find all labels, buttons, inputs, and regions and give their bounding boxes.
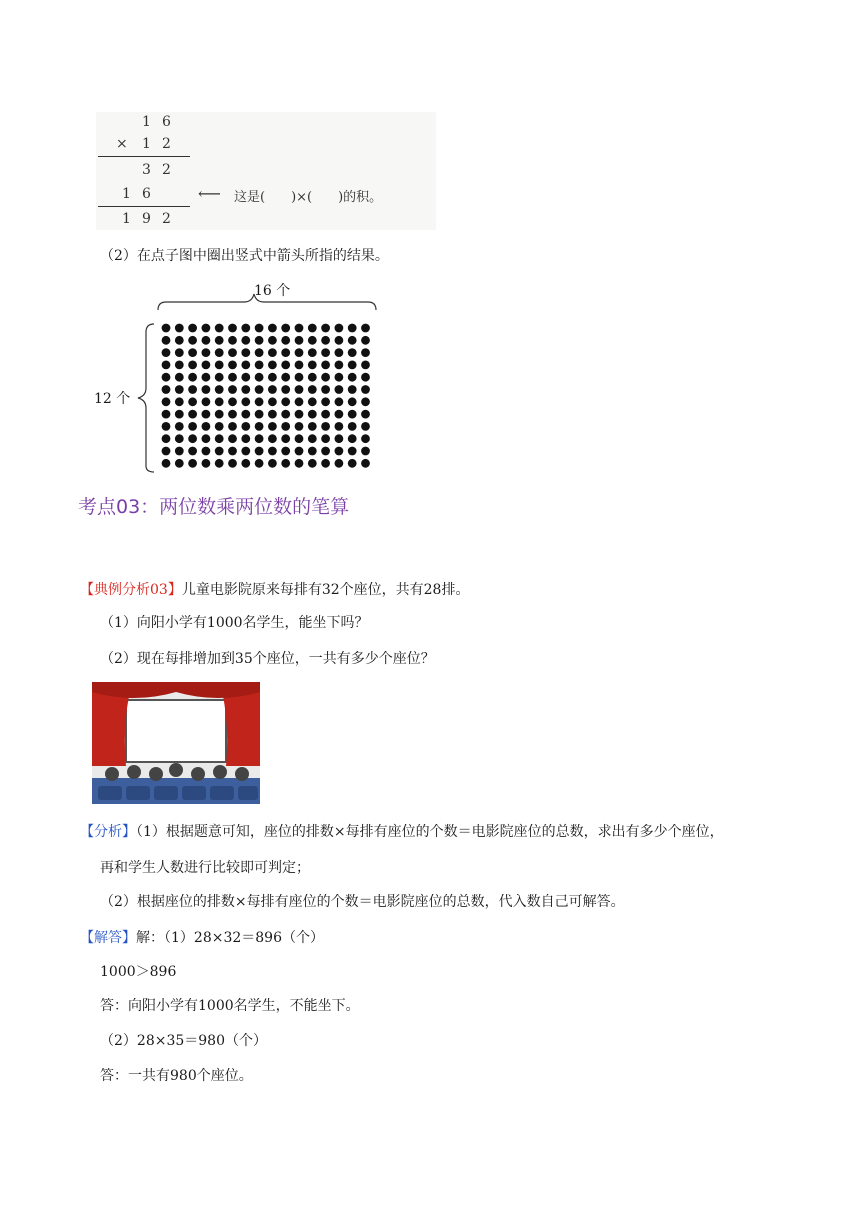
grid-dot xyxy=(335,324,344,333)
grid-dot xyxy=(188,348,197,357)
calc-digit: 2 xyxy=(162,162,171,178)
grid-dot xyxy=(202,361,211,370)
grid-dot xyxy=(361,459,370,468)
answer-line-4: （2）28×35＝980（个） xyxy=(100,1033,267,1049)
grid-dot xyxy=(175,397,184,406)
grid-dot xyxy=(162,434,171,443)
grid-dot xyxy=(268,336,277,345)
grid-dot xyxy=(321,348,330,357)
grid-dot xyxy=(215,459,224,468)
grid-dot xyxy=(268,361,277,370)
grid-dot xyxy=(348,434,357,443)
grid-dot xyxy=(308,434,317,443)
grid-dot xyxy=(295,336,304,345)
grid-dot xyxy=(255,422,264,431)
calc-digit: 2 xyxy=(162,211,171,227)
grid-dot xyxy=(241,447,250,456)
grid-dot xyxy=(281,397,290,406)
grid-dot xyxy=(202,459,211,468)
grid-dot xyxy=(308,397,317,406)
grid-dot xyxy=(321,385,330,394)
grid-dot xyxy=(215,434,224,443)
grid-dot xyxy=(228,348,237,357)
cinema-screen xyxy=(126,700,226,762)
grid-dot xyxy=(361,336,370,345)
grid-dot xyxy=(361,385,370,394)
grid-dot xyxy=(268,397,277,406)
grid-dot xyxy=(215,373,224,382)
grid-dot xyxy=(241,336,250,345)
grid-dot xyxy=(281,336,290,345)
grid-dot xyxy=(175,324,184,333)
grid-dot xyxy=(215,361,224,370)
grid-dot xyxy=(241,324,250,333)
grid-dot xyxy=(228,447,237,456)
grid-dot xyxy=(241,434,250,443)
cinema-illustration xyxy=(92,682,260,804)
calc-rule xyxy=(98,206,190,207)
grid-dot xyxy=(308,422,317,431)
grid-dot xyxy=(241,385,250,394)
grid-dot xyxy=(335,447,344,456)
grid-dot xyxy=(281,447,290,456)
grid-dot xyxy=(281,324,290,333)
grid-dot xyxy=(295,373,304,382)
grid-dot xyxy=(241,361,250,370)
grid-dot xyxy=(188,324,197,333)
grid-dot xyxy=(188,336,197,345)
grid-dot xyxy=(308,324,317,333)
grid-dot xyxy=(268,447,277,456)
grid-dot xyxy=(361,348,370,357)
grid-dot xyxy=(308,361,317,370)
grid-dot xyxy=(255,410,264,419)
grid-dot xyxy=(348,385,357,394)
grid-dot xyxy=(188,410,197,419)
grid-dot xyxy=(295,348,304,357)
grid-dot xyxy=(188,397,197,406)
grid-dot xyxy=(348,410,357,419)
grid-dot xyxy=(295,459,304,468)
grid-dot xyxy=(188,385,197,394)
grid-dot xyxy=(321,324,330,333)
grid-dot xyxy=(255,397,264,406)
grid-dot xyxy=(281,434,290,443)
grid-dot xyxy=(215,348,224,357)
grid-dot xyxy=(228,422,237,431)
grid-dot xyxy=(162,397,171,406)
grid-dot xyxy=(348,348,357,357)
grid-dot xyxy=(268,422,277,431)
grid-dot xyxy=(321,336,330,345)
arrow-left-icon: ⟵ xyxy=(198,184,221,203)
vertical-multiplication-figure xyxy=(96,112,436,230)
grid-dot xyxy=(348,422,357,431)
arrow-annotation: 这是( )×( )的积。 xyxy=(234,190,383,205)
grid-dot xyxy=(268,348,277,357)
times-sign: × xyxy=(116,136,128,152)
cinema-svg xyxy=(92,682,260,804)
grid-dot xyxy=(162,459,171,468)
grid-dot xyxy=(215,385,224,394)
example-tag: 【典例分析03】 xyxy=(80,582,182,598)
grid-dot xyxy=(241,348,250,357)
left-count-label: 12 个 xyxy=(94,391,131,407)
grid-dot xyxy=(202,336,211,345)
grid-dot xyxy=(281,373,290,382)
grid-dot xyxy=(308,447,317,456)
answer-line-1: 【解答】解：（1）28×32＝896（个） xyxy=(80,930,324,946)
grid-dot xyxy=(228,336,237,345)
grid-dot xyxy=(162,361,171,370)
grid-dot xyxy=(348,361,357,370)
grid-dot xyxy=(335,336,344,345)
grid-dot xyxy=(295,434,304,443)
grid-dot xyxy=(228,459,237,468)
grid-dot xyxy=(175,410,184,419)
grid-dot xyxy=(308,373,317,382)
grid-dot xyxy=(335,373,344,382)
grid-dot xyxy=(162,373,171,382)
left-brace-icon xyxy=(138,324,154,472)
grid-dot xyxy=(281,348,290,357)
grid-dot xyxy=(281,459,290,468)
example-question-2: （2）现在每排增加到35个座位，一共有多少个座位？ xyxy=(100,651,435,667)
grid-dot xyxy=(162,324,171,333)
grid-dot xyxy=(162,410,171,419)
grid-dot xyxy=(162,385,171,394)
grid-dot xyxy=(308,348,317,357)
grid-dot xyxy=(335,397,344,406)
grid-dot xyxy=(175,434,184,443)
grid-dot xyxy=(321,447,330,456)
calc-digit: 2 xyxy=(162,136,171,152)
dot-grid-svg xyxy=(94,280,384,476)
answer-line-5: 答：一共有980个座位。 xyxy=(100,1068,253,1084)
grid-dot xyxy=(335,385,344,394)
grid-dot xyxy=(175,336,184,345)
grid-dot xyxy=(215,410,224,419)
analysis-line-3: （2）根据座位的排数×每排有座位的个数＝电影院座位的总数，代入数自己可解答。 xyxy=(100,894,625,910)
grid-dot xyxy=(268,459,277,468)
grid-dot xyxy=(321,361,330,370)
grid-dot xyxy=(255,348,264,357)
grid-dot xyxy=(202,348,211,357)
grid-dot xyxy=(281,385,290,394)
grid-dot xyxy=(335,422,344,431)
grid-dot xyxy=(215,336,224,345)
calc-rule xyxy=(98,156,190,157)
grid-dot xyxy=(348,397,357,406)
grid-dot xyxy=(268,373,277,382)
analysis-line-1: 【分析】（1）根据题意可知，座位的排数×每排有座位的个数＝电影院座位的总数，求出有多少个座位， xyxy=(80,824,724,840)
grid-dot xyxy=(202,447,211,456)
grid-dot xyxy=(348,324,357,333)
grid-dot xyxy=(175,348,184,357)
grid-dot xyxy=(241,410,250,419)
section-title: 考点03：两位数乘两位数的笔算 xyxy=(78,496,350,518)
grid-dot xyxy=(348,373,357,382)
grid-dot xyxy=(255,361,264,370)
grid-dot xyxy=(255,324,264,333)
grid-dot xyxy=(361,361,370,370)
grid-dot xyxy=(361,324,370,333)
grid-dot xyxy=(268,434,277,443)
grid-dot xyxy=(215,447,224,456)
grid-dot xyxy=(228,397,237,406)
grid-dot xyxy=(228,373,237,382)
answer-tag: 【解答】 xyxy=(80,930,136,946)
grid-dot xyxy=(255,447,264,456)
grid-dot xyxy=(308,336,317,345)
grid-dot xyxy=(321,410,330,419)
grid-dot xyxy=(215,397,224,406)
grid-dot xyxy=(308,385,317,394)
grid-dot xyxy=(321,434,330,443)
grid-dot xyxy=(348,336,357,345)
grid-dot xyxy=(295,385,304,394)
grid-dot xyxy=(361,410,370,419)
grid-dot xyxy=(255,373,264,382)
grid-dot xyxy=(255,459,264,468)
grid-dot xyxy=(255,385,264,394)
dot-grid-figure xyxy=(94,280,384,476)
grid-dot xyxy=(175,422,184,431)
grid-dot xyxy=(361,373,370,382)
grid-dot xyxy=(188,434,197,443)
grid-dot xyxy=(175,447,184,456)
calc-digit: 1 xyxy=(122,186,131,202)
grid-dot xyxy=(202,434,211,443)
grid-dot xyxy=(175,459,184,468)
grid-dot xyxy=(348,447,357,456)
grid-dot xyxy=(335,459,344,468)
grid-dot xyxy=(215,422,224,431)
top-count-label: 16 个 xyxy=(254,283,291,299)
grid-dot xyxy=(281,422,290,431)
grid-dot xyxy=(188,447,197,456)
grid-dot xyxy=(228,434,237,443)
grid-dot xyxy=(255,336,264,345)
answer-line-3: 答：向阳小学有1000名学生，不能坐下。 xyxy=(100,998,360,1014)
grid-dot xyxy=(202,373,211,382)
grid-dot xyxy=(241,459,250,468)
grid-dot xyxy=(295,324,304,333)
grid-dot xyxy=(255,434,264,443)
grid-dot xyxy=(321,397,330,406)
grid-dot xyxy=(335,361,344,370)
grid-dot xyxy=(202,385,211,394)
grid-dot xyxy=(281,410,290,419)
example-line xyxy=(80,580,469,600)
grid-dot xyxy=(321,373,330,382)
grid-dot xyxy=(321,459,330,468)
grid-dot xyxy=(215,324,224,333)
grid-dot xyxy=(162,348,171,357)
grid-dot xyxy=(361,447,370,456)
grid-dot xyxy=(175,373,184,382)
grid-dot xyxy=(268,410,277,419)
grid-dot xyxy=(175,385,184,394)
grid-dot xyxy=(295,397,304,406)
analysis-line-2: 再和学生人数进行比较即可判定； xyxy=(100,860,310,876)
example-question-1: （1）向阳小学有1000名学生，能坐下吗？ xyxy=(100,615,369,631)
answer-line-2: 1000＞896 xyxy=(100,964,177,980)
grid-dot xyxy=(228,361,237,370)
grid-dot xyxy=(335,348,344,357)
calc-digit: 6 xyxy=(162,114,171,130)
grid-dot xyxy=(281,361,290,370)
grid-dot xyxy=(361,422,370,431)
grid-dot xyxy=(162,447,171,456)
calc-digit: 3 xyxy=(142,162,151,178)
analysis-tag: 【分析】 xyxy=(80,824,136,840)
calc-digit: 6 xyxy=(142,186,151,202)
calc-digit: 1 xyxy=(122,211,131,227)
grid-dot xyxy=(308,410,317,419)
grid-dot xyxy=(162,336,171,345)
grid-dot xyxy=(361,397,370,406)
grid-dot xyxy=(202,397,211,406)
grid-dot xyxy=(188,422,197,431)
grid-dot xyxy=(188,361,197,370)
example-text: 儿童电影院原来每排有32个座位，共有28排。 xyxy=(181,582,470,598)
calc-digit: 1 xyxy=(142,136,151,152)
grid-dot xyxy=(268,385,277,394)
grid-dot xyxy=(308,459,317,468)
grid-dot xyxy=(202,410,211,419)
grid-dot xyxy=(241,397,250,406)
grid-dot xyxy=(202,324,211,333)
calc-digit: 1 xyxy=(142,114,151,130)
grid-dot xyxy=(335,434,344,443)
grid-dot xyxy=(162,422,171,431)
grid-dot xyxy=(241,422,250,431)
grid-dot xyxy=(241,373,250,382)
question-2-text: （2）在点子图中圈出竖式中箭头所指的结果。 xyxy=(100,248,389,264)
grid-dot xyxy=(228,385,237,394)
grid-dot xyxy=(295,410,304,419)
calc-digit: 9 xyxy=(142,211,151,227)
grid-dot xyxy=(348,459,357,468)
grid-dot xyxy=(175,361,184,370)
grid-dot xyxy=(202,422,211,431)
grid-dot xyxy=(188,373,197,382)
grid-dot xyxy=(268,324,277,333)
grid-dot xyxy=(295,361,304,370)
grid-dot xyxy=(188,459,197,468)
grid-dot xyxy=(295,422,304,431)
grid-dot xyxy=(295,447,304,456)
grid-dot xyxy=(361,434,370,443)
grid-dot xyxy=(228,410,237,419)
grid-dot xyxy=(228,324,237,333)
grid-dot xyxy=(335,410,344,419)
grid-dot xyxy=(321,422,330,431)
